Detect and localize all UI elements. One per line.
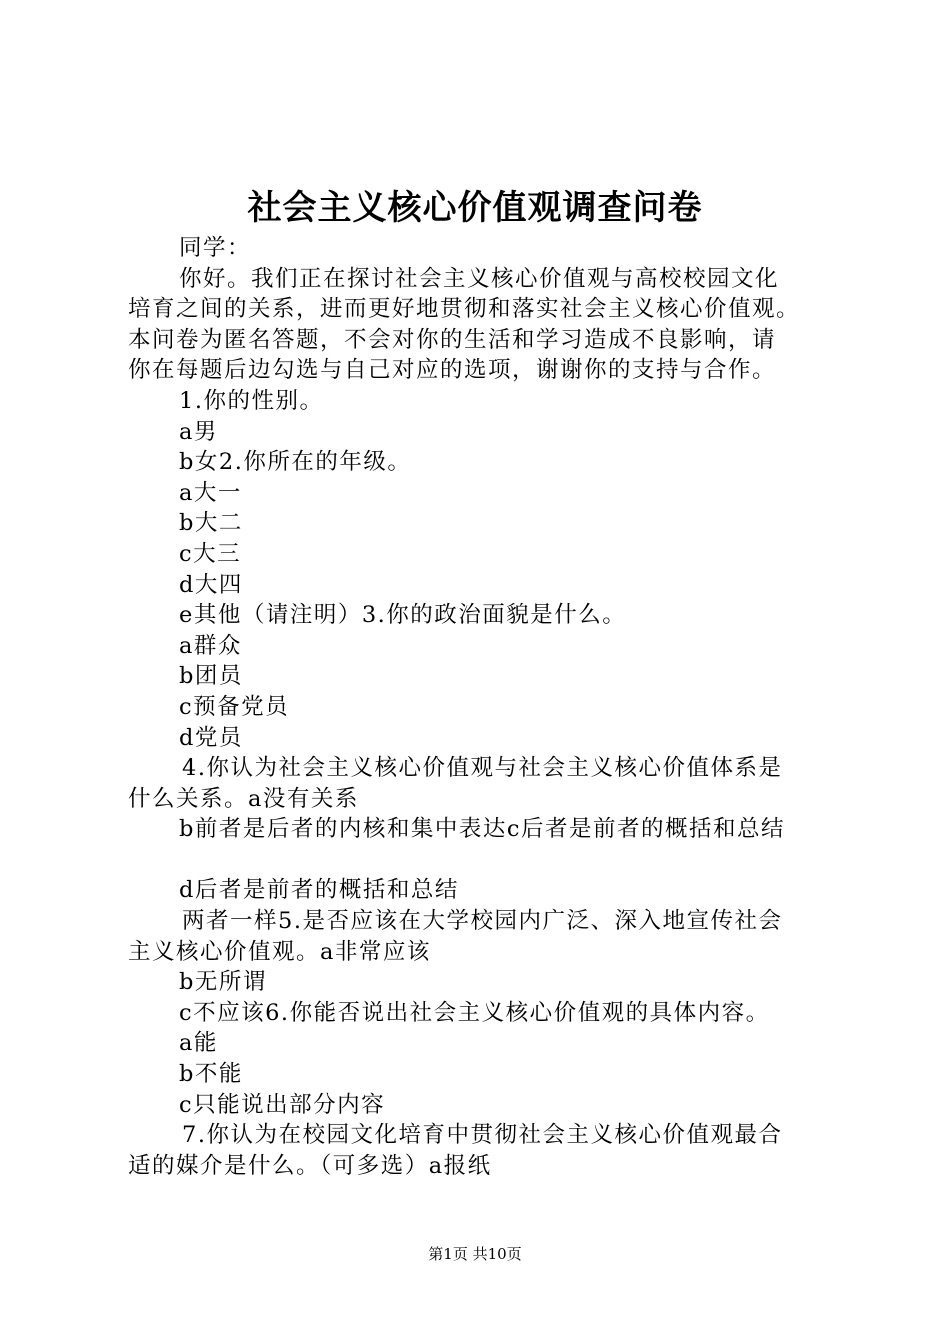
- question-5-continued: 主义核心价值观。a非常应该: [128, 938, 431, 965]
- option-line: b女2.你所在的年级。: [179, 449, 412, 476]
- question-5: 两者一样5.是否应该在大学校园内广泛、深入地宣传社会: [182, 908, 783, 935]
- question-4: 4.你认为社会主义核心价值观与社会主义核心价值体系是: [182, 755, 783, 782]
- option-line: b大二: [179, 510, 243, 537]
- option-line: c大三: [179, 540, 242, 567]
- option-line: a能: [179, 1030, 218, 1057]
- intro-line-3: 本问卷为匿名答题，不会对你的生活和学习造成不良影响，请: [128, 326, 777, 353]
- greeting-line: 同学：: [179, 235, 252, 261]
- blank-line: [128, 845, 844, 876]
- page-footer: 第1页 共10页: [428, 1245, 522, 1263]
- option-line: c预备党员: [179, 693, 290, 720]
- option-line: e其他（请注明）3.你的政治面貌是什么。: [179, 602, 627, 629]
- option-line: a大一: [179, 479, 242, 506]
- option-line: a男: [179, 418, 218, 445]
- option-line: b无所谓: [179, 969, 267, 996]
- question-7: 7.你认为在校园文化培育中贯彻社会主义核心价值观最合: [182, 1122, 783, 1149]
- intro-line-2: 培育之间的关系，进而更好地贯彻和落实社会主义核心价值观。: [128, 296, 801, 323]
- option-line: b前者是后者的内核和集中表达c后者是前者的概括和总结: [179, 816, 786, 843]
- option-line: a群众: [179, 632, 242, 659]
- document-body: [128, 233, 844, 1181]
- option-line: b不能: [179, 1061, 243, 1088]
- intro-line-4: 你在每题后边勾选与自己对应的选项，谢谢你的支持与合作。: [128, 357, 777, 384]
- question-1: 1.你的性别。: [179, 387, 324, 414]
- option-line: d大四: [179, 571, 243, 598]
- document-title: 社会主义核心价值观调查问卷: [247, 188, 703, 228]
- option-line: d后者是前者的概括和总结: [179, 877, 459, 904]
- option-line: b团员: [179, 663, 243, 690]
- option-line: d党员: [179, 724, 243, 751]
- question-7-continued: 适的媒介是什么。（可多选）a报纸: [128, 1152, 492, 1179]
- intro-line-1: 你好。我们正在探讨社会主义核心价值观与高校校园文化: [179, 265, 780, 292]
- question-4-continued: 什么关系。a没有关系: [128, 785, 359, 812]
- option-line: c只能说出部分内容: [179, 1091, 386, 1118]
- option-line: c不应该6.你能否说出社会主义核心价值观的具体内容。: [179, 999, 770, 1026]
